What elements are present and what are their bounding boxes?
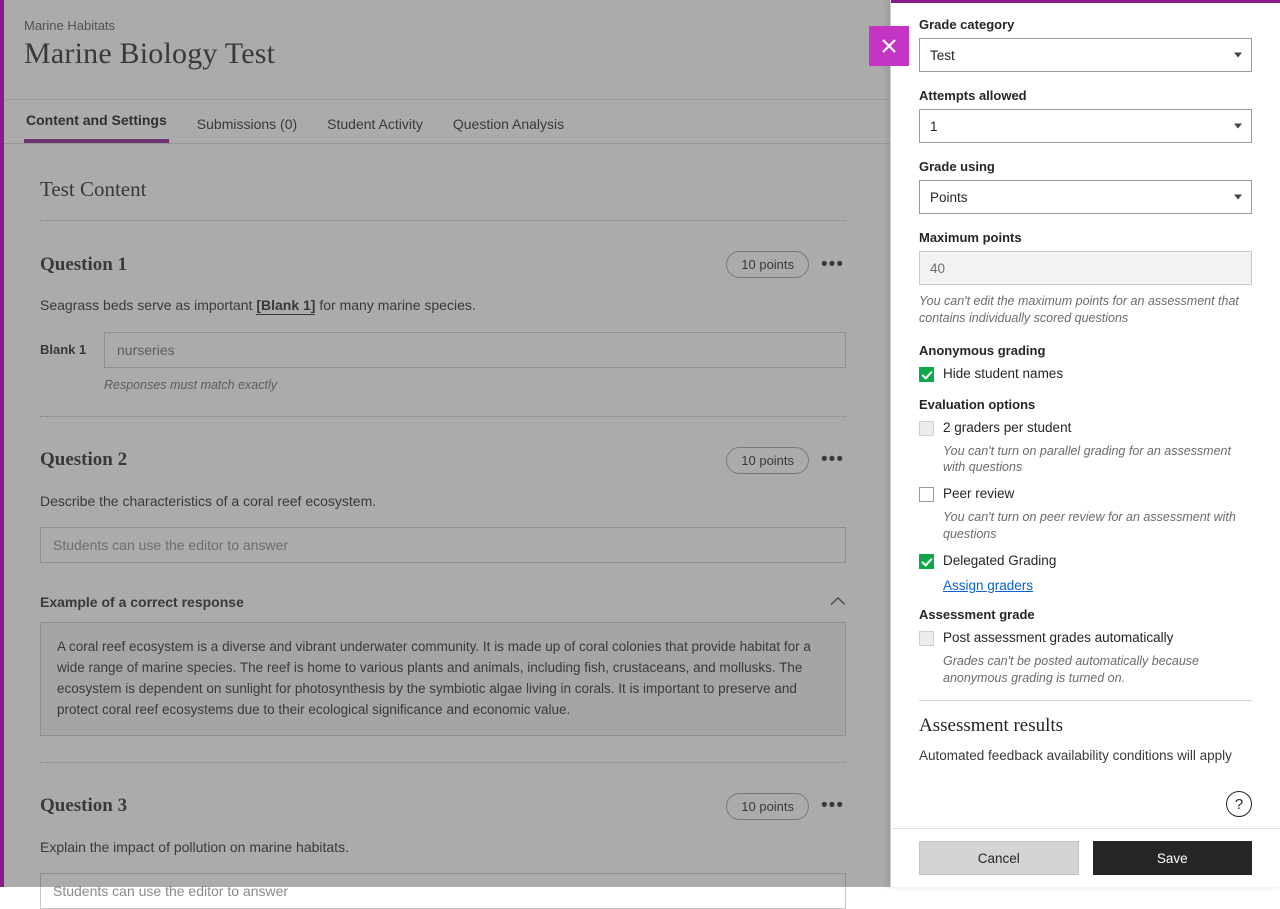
cancel-button[interactable]: Cancel [919,841,1079,875]
maximum-points-label: Maximum points [919,230,1022,245]
delegated-grading-row[interactable] [919,553,1252,570]
question-1-match-note: Responses must match exactly [104,377,277,392]
question-1-blank-row [40,332,846,368]
question-3-header [40,793,846,820]
hide-student-names-row[interactable] [919,366,1252,383]
maximum-points-note: You can't edit the maximum points for an assessment that contains individually scored questions [919,294,1239,325]
question-2-prompt: Describe the characteristics of a coral reef ecosystem. [40,492,377,509]
delegated-grading-label: Delegated Grading [943,552,1057,568]
grade-category-label: Grade category [919,17,1015,32]
question-block-1 [40,251,890,392]
post-grades-automatically-checkbox[interactable] [919,631,934,646]
question-2-answer-editor[interactable]: Students can use the editor to answer [40,527,846,563]
tab-bar [0,100,890,144]
question-2-correct-response-title: Example of a correct response [40,593,244,610]
left-accent-bar [0,0,4,887]
grade-using-value: Points [930,189,968,205]
panel-scroll-region[interactable] [891,3,1280,828]
two-graders-note: You can't turn on parallel grading for an assessment with questions [943,443,1231,475]
post-grades-automatically-row[interactable] [919,630,1252,647]
assessment-results-text: Automated feedback availability conditions will apply [919,748,1232,764]
question-2-header [40,447,846,474]
tab-question-analysis[interactable]: Question Analysis [452,116,565,132]
question-3-title: Question 3 [40,795,128,817]
question-3-more-options-icon[interactable]: ••• [821,795,844,817]
evaluation-options-label: Evaluation options [919,396,1036,412]
question-2-controls [726,447,846,474]
question-2-more-options-icon[interactable]: ••• [821,449,844,471]
question-1-controls [726,251,846,278]
question-1-title: Question 1 [40,253,128,275]
peer-review-label: Peer review [943,486,1015,502]
close-icon[interactable] [869,26,909,66]
peer-review-note: You can't turn on peer review for an assessment with questions [943,510,1236,541]
two-graders-row[interactable] [919,420,1252,437]
divider [40,220,846,221]
question-1-more-options-icon[interactable]: ••• [821,253,844,275]
peer-review-checkbox[interactable] [919,487,934,502]
question-3-controls [726,793,846,820]
question-1-prompt-after: for many marine species. [315,297,476,313]
grade-using-select[interactable] [919,180,1252,214]
section-title-test-content: Test Content [40,177,147,201]
hide-student-names-checkbox[interactable] [919,367,934,382]
divider [919,700,1252,701]
grade-using-label: Grade using [919,159,995,174]
tab-submissions[interactable]: Submissions (0) [196,116,298,132]
assessment-results-title: Assessment results [919,715,1064,737]
question-2-correct-response-header[interactable] [40,593,846,610]
help-icon[interactable]: ? [1226,791,1252,817]
question-block-2 [40,447,890,736]
attempts-allowed-value: 1 [930,118,938,134]
grade-category-select[interactable] [919,38,1252,72]
question-1-header [40,251,846,278]
attempts-allowed-label: Attempts allowed [919,88,1027,103]
tab-student-activity[interactable]: Student Activity [327,116,423,132]
settings-panel [890,0,1280,887]
two-graders-label: 2 graders per student [943,419,1072,435]
maximum-points-input: 40 [919,251,1252,285]
chevron-up-icon[interactable] [830,593,846,610]
attempts-allowed-select[interactable] [919,109,1252,143]
grade-category-value: Test [930,47,955,63]
divider [40,416,846,417]
question-1-blank-label: Blank 1 [40,342,87,358]
anonymous-grading-label: Anonymous grading [919,342,1046,358]
page-header [0,0,890,100]
peer-review-row[interactable] [919,486,1252,503]
question-3-answer-editor[interactable]: Students can use the editor to answer [40,873,846,909]
chevron-down-icon [1234,53,1242,58]
assessment-grade-label: Assessment grade [919,606,1035,622]
chevron-down-icon [1234,124,1242,129]
chevron-down-icon [1234,195,1242,200]
panel-footer [891,828,1280,887]
question-1-prompt [40,296,846,316]
assign-graders-link[interactable]: Assign graders [943,577,1034,593]
breadcrumb[interactable]: Marine Habitats [24,18,116,33]
question-1-points[interactable]: 10 points [726,251,809,278]
question-1-blank-token: [Blank 1] [256,297,316,313]
question-3-points[interactable]: 10 points [726,793,809,820]
question-2-correct-response-text: A coral reef ecosystem is a diverse and vibrant underwater community. It is made up of coral colonies that provide habitat for a wide range of marine species. The reef is home to various plants and animals, including fish, crustaceans, and mollusks. The ecosystem is dependent on sunlight for photosynthesis by the symbiotic algae living in corals. It is important to preserve and protect coral reef ecosystems due to their ecological significance and economic value. [40,622,846,736]
hide-student-names-label: Hide student names [943,365,1064,381]
two-graders-checkbox[interactable] [919,421,934,436]
question-1-blank-input[interactable]: nurseries [104,332,846,368]
save-button[interactable]: Save [1093,841,1253,875]
content-scroll-region[interactable] [0,145,890,900]
question-3-prompt: Explain the impact of pollution on marine habitats. [40,838,349,855]
divider [40,762,846,763]
delegated-grading-checkbox[interactable] [919,554,934,569]
page-title: Marine Biology Test [24,37,276,70]
question-2-title: Question 2 [40,449,128,471]
question-2-points[interactable]: 10 points [726,447,809,474]
question-block-3 [40,793,890,909]
post-grades-automatically-note: Grades can't be posted automatically because anonymous grading is turned on. [943,653,1200,685]
post-grades-automatically-label: Post assessment grades automatically [943,629,1174,645]
tab-content-and-settings[interactable]: Content and Settings [24,112,169,143]
question-1-prompt-before: Seagrass beds serve as important [40,297,257,313]
